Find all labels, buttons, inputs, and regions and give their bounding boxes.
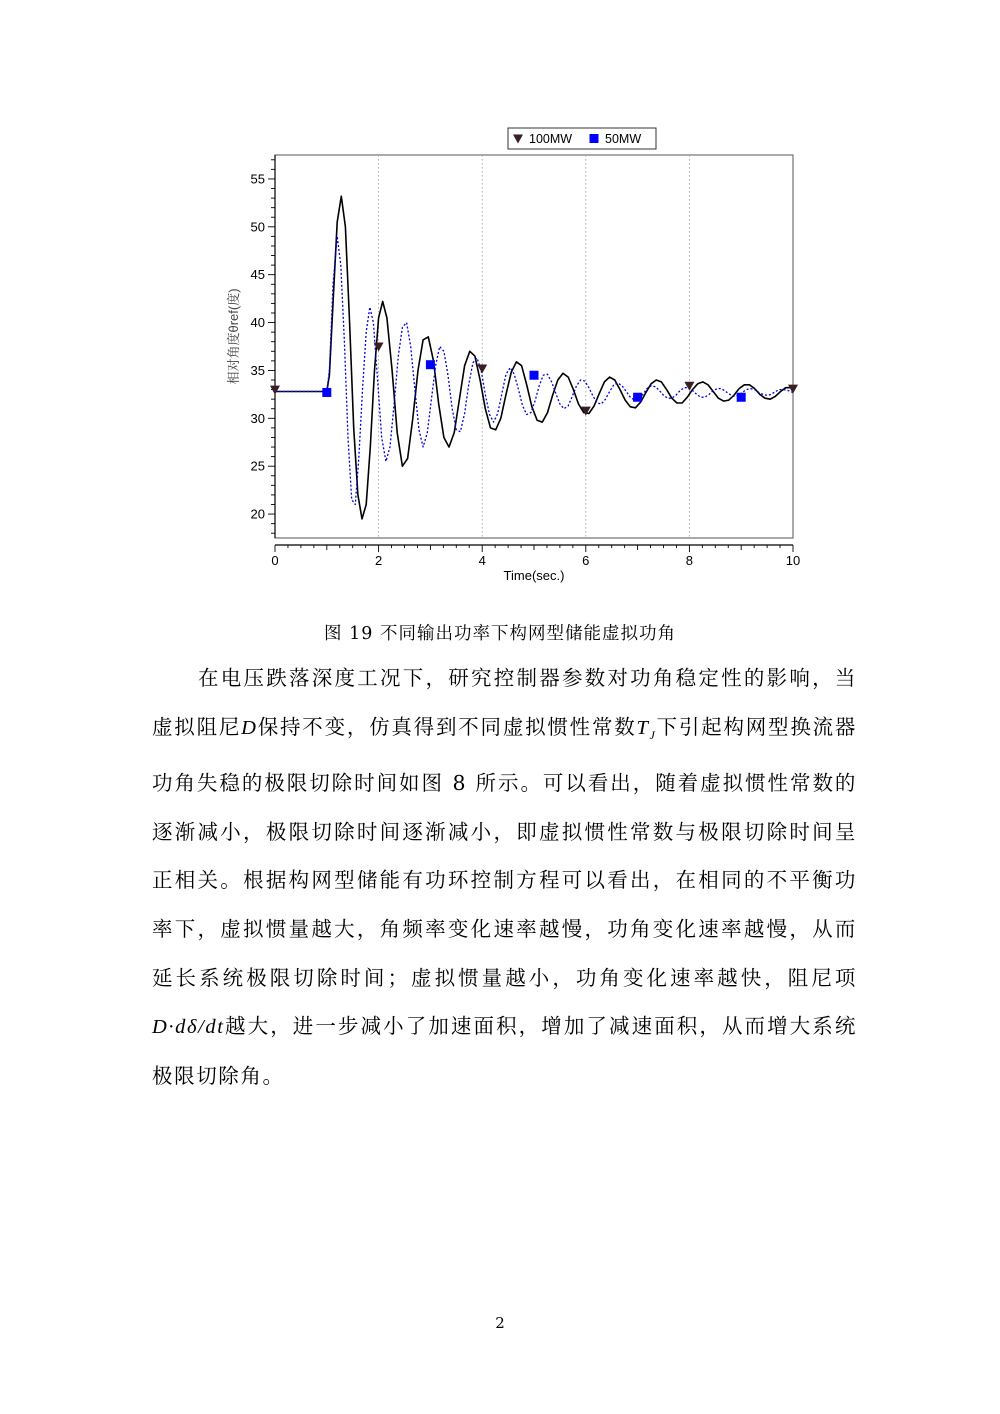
text-run: 保持不变，仿真得到不同虚拟惯性常数 [257, 714, 637, 739]
body-paragraph [152, 654, 857, 1100]
x-tick-label: 10 [785, 553, 801, 568]
x-tick-label: 2 [374, 553, 383, 568]
plot-area [275, 155, 793, 538]
y-tick-label: 20 [250, 506, 265, 522]
y-tick-label: 30 [250, 410, 265, 426]
y-tick-label: 50 [250, 219, 265, 235]
y-tick-label: 40 [250, 315, 265, 331]
x-tick-label: 8 [685, 553, 694, 568]
symbol-T: T [636, 716, 650, 739]
legend-label: 100MW [529, 132, 573, 146]
x-axis-label: Time(sec.) [503, 568, 565, 583]
legend-label: 50MW [605, 132, 642, 146]
y-tick-label: 45 [250, 267, 265, 283]
angle-chart [200, 118, 820, 590]
text-run: 在电压跌落深度工况下，研究控制器参数对功角稳定性的影响，当虚拟阻尼 [152, 666, 857, 739]
text-run: 下引起构网型换流器功角失稳的极限切除时间如图 8 所示。可以看出，随着虚拟惯性常数的逐渐减小，极限切除时间逐渐减小，即虚拟惯性常数与极限切除时间呈正相关。根据构网型储能有功环控制方程可以看出，在相同的不平衡功率下，虚拟惯量越大，角频率变化速率越慢，功角变化速率越慢，从而延长系统极限切除时间；虚拟惯量越小，功角变化速率越快，阻尼项 [152, 714, 858, 990]
symbol-D: D [241, 716, 258, 739]
legend [508, 128, 656, 149]
symbol-J-sub: J [649, 727, 657, 742]
marker-50MW [426, 360, 435, 369]
x-tick-label: 6 [582, 553, 590, 568]
marker-50MW [633, 393, 642, 402]
page-number: 2 [495, 1314, 505, 1332]
y-tick-label: 25 [250, 458, 265, 474]
symbol-damping-expr: D·dδ/dt [152, 1016, 225, 1039]
paragraph-1 [152, 654, 857, 1100]
y-tick-label: 35 [250, 362, 265, 378]
figure-caption: 图 19 不同输出功率下构网型储能虚拟功角 [324, 624, 676, 644]
legend-marker-50MW [590, 134, 599, 143]
text-run: 越大，进一步减小了加速面积，增加了减速面积，从而增大系统极限切除角。 [152, 1014, 857, 1088]
marker-50MW [322, 388, 331, 397]
symbol-TJ [636, 716, 657, 742]
y-axis-label: 相对角度θref(度) [226, 288, 241, 385]
marker-50MW [530, 371, 539, 380]
x-tick-label: 4 [478, 553, 486, 568]
marker-50MW [737, 393, 746, 402]
y-tick-label: 55 [250, 171, 265, 187]
x-tick-label: 0 [271, 553, 279, 568]
